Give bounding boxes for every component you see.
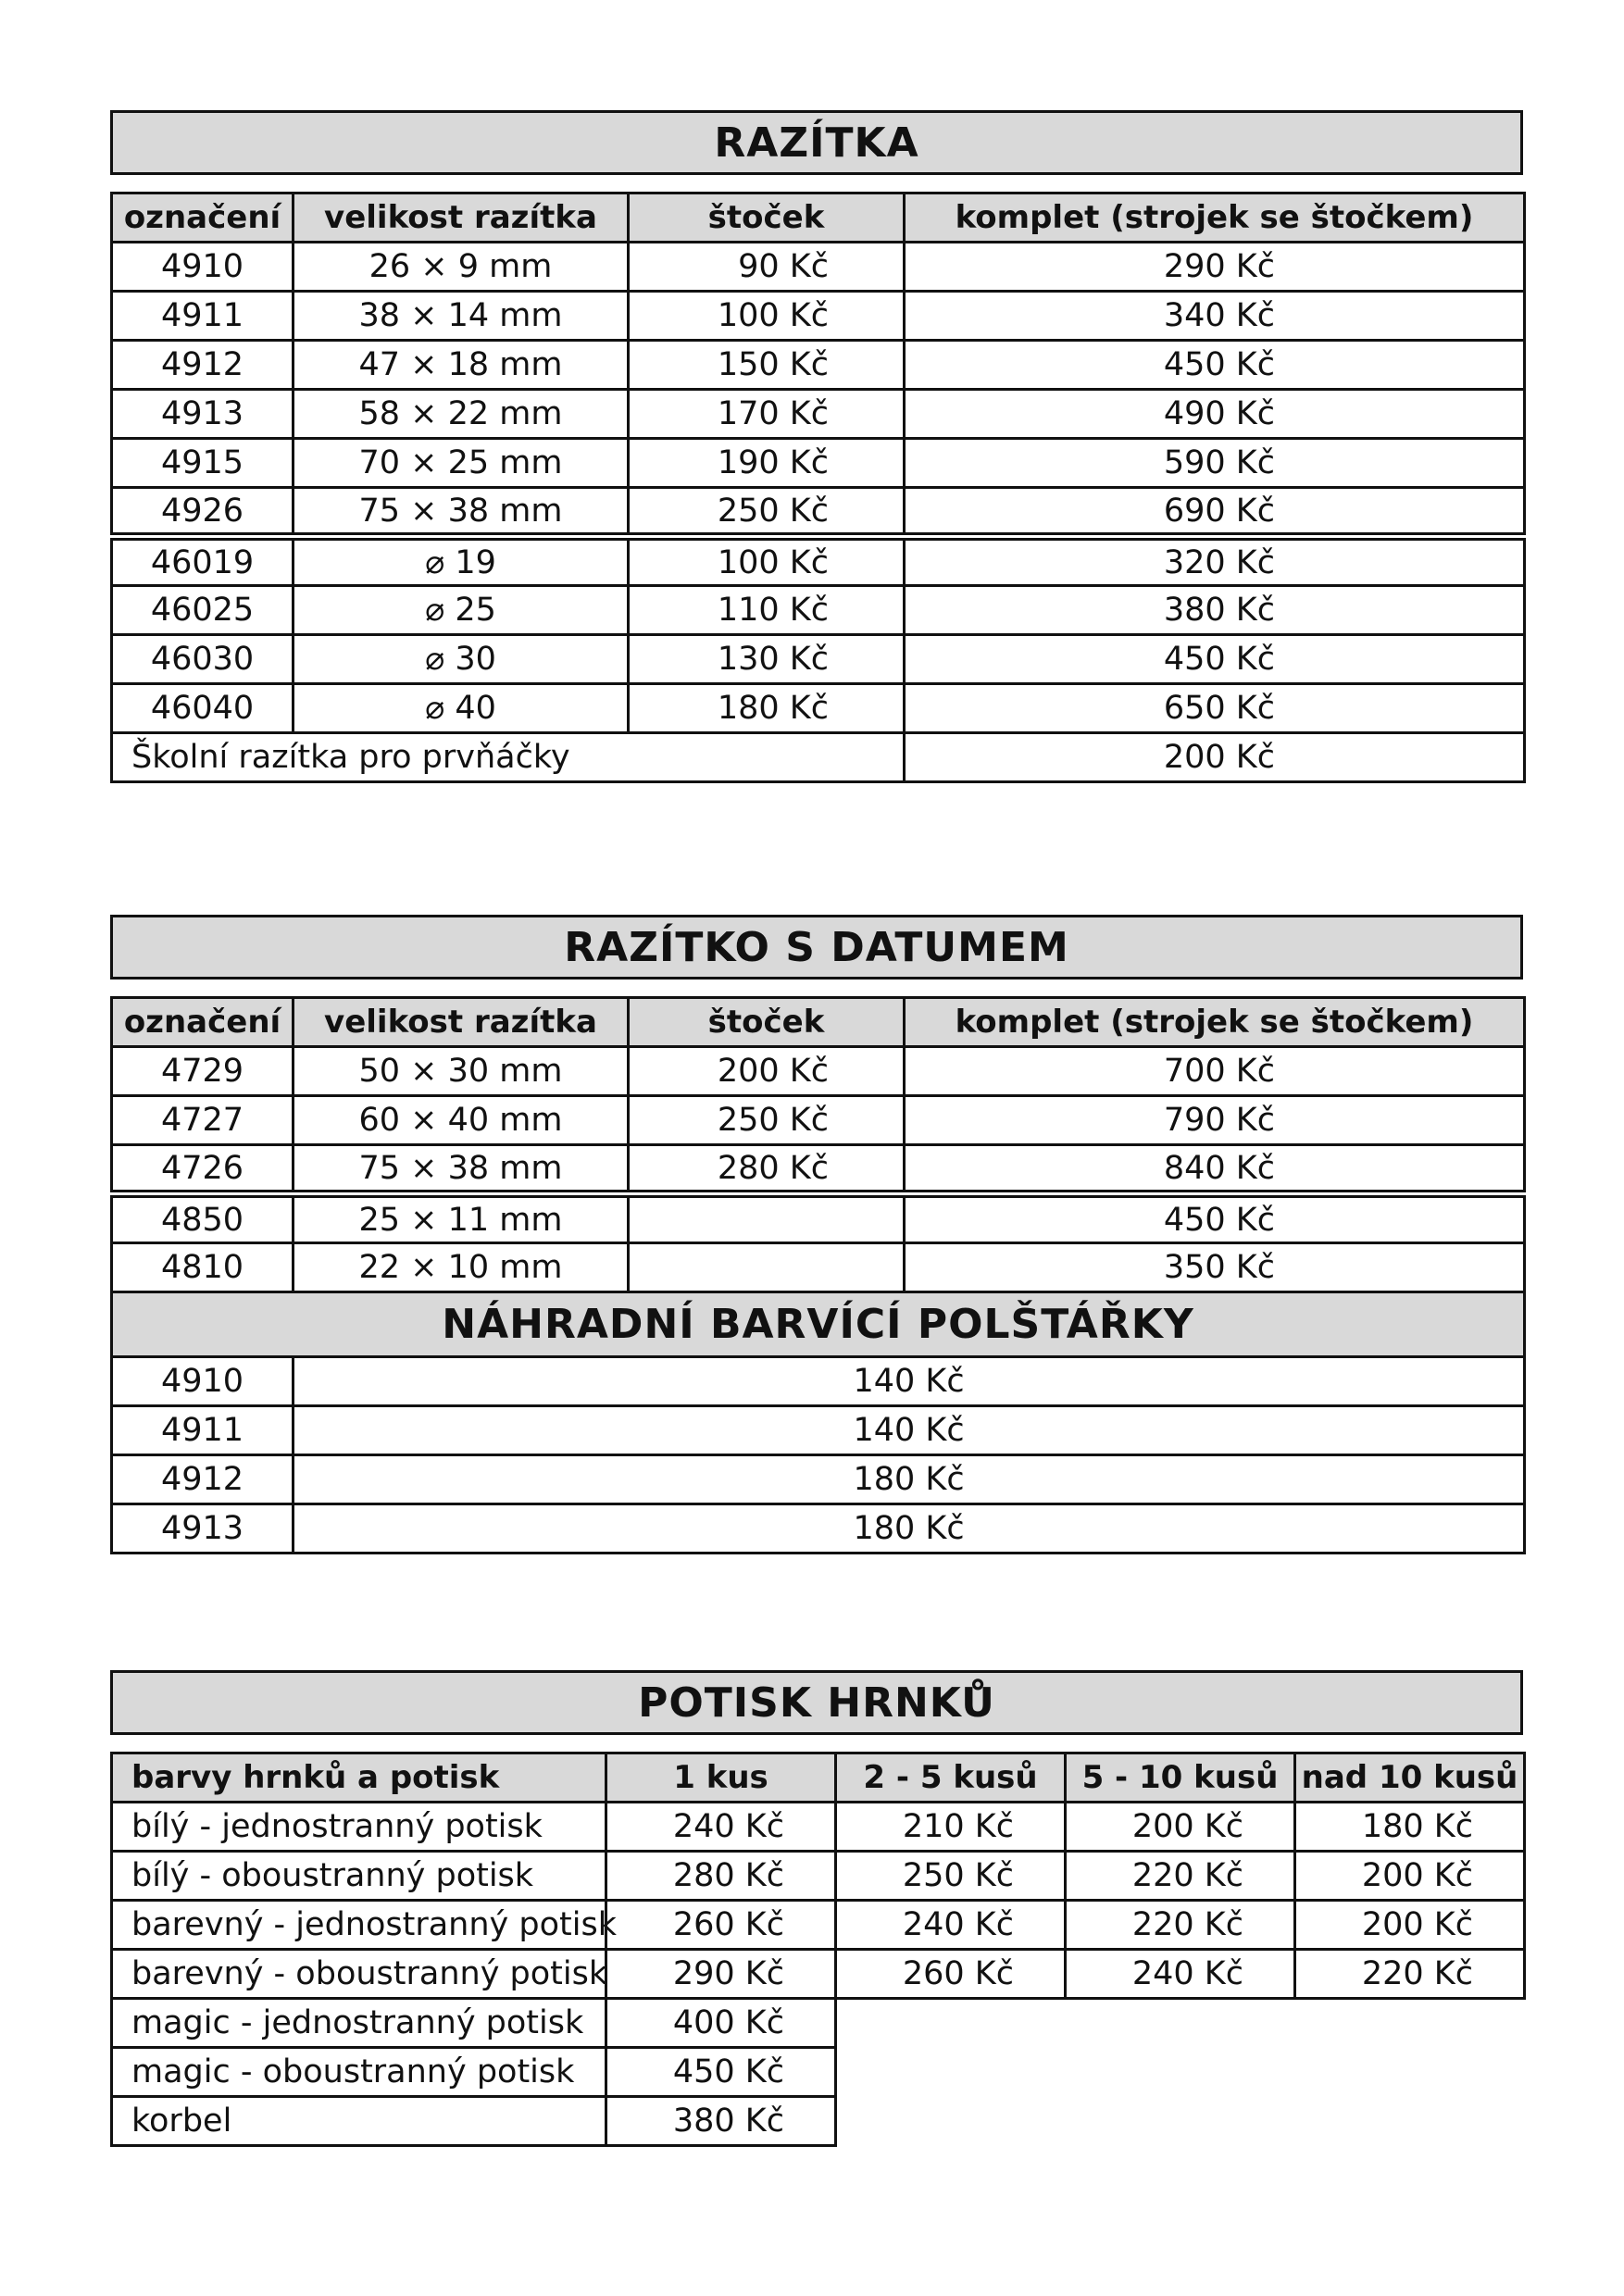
cell-stocek: 150 Kč — [629, 341, 905, 390]
cell-price: 260 Kč — [606, 1901, 836, 1950]
col-header: označení — [112, 998, 294, 1047]
cell-code: 46019 — [112, 537, 294, 586]
cell-code: 4911 — [112, 292, 294, 341]
cell-code: 4913 — [112, 1504, 294, 1554]
cell-price: 280 Kč — [606, 1852, 836, 1901]
cell-size: 58 × 22 mm — [294, 390, 629, 439]
table-row — [112, 1901, 1525, 1950]
col-header: komplet (strojek se štočkem) — [905, 193, 1525, 243]
cell-komplet: 290 Kč — [905, 243, 1525, 292]
cell-code: 4911 — [112, 1406, 294, 1455]
cell-size: 60 × 40 mm — [294, 1096, 629, 1145]
cell-label: barevný - jednostranný potisk — [112, 1901, 606, 1950]
cell-code: 4915 — [112, 439, 294, 488]
cell-size: 75 × 38 mm — [294, 488, 629, 537]
col-header: označení — [112, 193, 294, 243]
hrnky-table-wrap — [110, 1752, 1523, 2147]
cell-stocek: 130 Kč — [629, 635, 905, 684]
cell-code: 46030 — [112, 635, 294, 684]
cell-price: 240 Kč — [1066, 1950, 1295, 1999]
table-row — [112, 1194, 1525, 1243]
cell-label: bílý - oboustranný potisk — [112, 1852, 606, 1901]
table-row — [112, 733, 1525, 782]
cell-price: 220 Kč — [1295, 1950, 1525, 1999]
col-header: 1 kus — [606, 1753, 836, 1803]
cell-komplet: 790 Kč — [905, 1096, 1525, 1145]
col-header: štoček — [629, 193, 905, 243]
table-row — [112, 1145, 1525, 1194]
table-row — [112, 635, 1525, 684]
cell-komplet: 450 Kč — [905, 1194, 1525, 1243]
cell-komplet: 700 Kč — [905, 1047, 1525, 1096]
cell-komplet: 490 Kč — [905, 390, 1525, 439]
razitko-datum-title: RAZÍTKO S DATUMEM — [110, 915, 1523, 980]
cell-komplet: 380 Kč — [905, 586, 1525, 635]
col-header: 5 - 10 kusů — [1066, 1753, 1295, 1803]
cell-code: 46025 — [112, 586, 294, 635]
cell-price: 180 Kč — [294, 1504, 1525, 1554]
cell-label: korbel — [112, 2097, 606, 2146]
table-row — [112, 684, 1525, 733]
col-header: nad 10 kusů — [1295, 1753, 1525, 1803]
cell-price: 400 Kč — [606, 1999, 836, 2048]
cell-size: ⌀ 19 — [294, 537, 629, 586]
cell-size: 38 × 14 mm — [294, 292, 629, 341]
table-header-row — [112, 1753, 1525, 1803]
cell-size: 25 × 11 mm — [294, 1194, 629, 1243]
school-stamp-label: Školní razítka pro prvňáčky — [112, 733, 905, 782]
cell-stocek: 100 Kč — [629, 537, 905, 586]
cell-stocek: 250 Kč — [629, 1096, 905, 1145]
cell-size: ⌀ 40 — [294, 684, 629, 733]
table-row — [112, 488, 1525, 537]
cell-komplet: 590 Kč — [905, 439, 1525, 488]
cell-size: 70 × 25 mm — [294, 439, 629, 488]
table-row — [112, 243, 1525, 292]
cell-komplet: 690 Kč — [905, 488, 1525, 537]
cell-price: 240 Kč — [836, 1901, 1066, 1950]
table-row — [112, 1243, 1525, 1292]
cell-stocek: 190 Kč — [629, 439, 905, 488]
table-row — [112, 1455, 1525, 1504]
cell-stocek: 110 Kč — [629, 586, 905, 635]
col-header: 2 - 5 kusů — [836, 1753, 1066, 1803]
table-row — [112, 1852, 1525, 1901]
hrnky-section — [110, 1670, 1523, 1735]
school-stamp-price: 200 Kč — [905, 733, 1525, 782]
table-row — [112, 2097, 1525, 2146]
cell-stocek: 280 Kč — [629, 1145, 905, 1194]
table-row — [112, 1504, 1525, 1554]
cell-size: 47 × 18 mm — [294, 341, 629, 390]
razitko-datum-table-wrap — [110, 996, 1523, 1554]
table-row — [112, 1047, 1525, 1096]
cell-stocek: 200 Kč — [629, 1047, 905, 1096]
cell-price: 200 Kč — [1295, 1901, 1525, 1950]
cell-code: 4727 — [112, 1096, 294, 1145]
cell-label: barevný - oboustranný potisk — [112, 1950, 606, 1999]
table-row — [112, 586, 1525, 635]
cell-price: 220 Kč — [1066, 1852, 1295, 1901]
table-row — [112, 390, 1525, 439]
cell-size: 26 × 9 mm — [294, 243, 629, 292]
cell-code: 4910 — [112, 243, 294, 292]
cell-komplet: 450 Kč — [905, 341, 1525, 390]
cell-code: 4912 — [112, 341, 294, 390]
cell-code: 4926 — [112, 488, 294, 537]
cell-price: 180 Kč — [1295, 1803, 1525, 1852]
table-row — [112, 1096, 1525, 1145]
cell-label: magic - oboustranný potisk — [112, 2048, 606, 2097]
hrnky-title: POTISK HRNKŮ — [110, 1670, 1523, 1735]
table-row — [112, 1803, 1525, 1852]
cell-stocek — [629, 1194, 905, 1243]
cell-price: 220 Kč — [1066, 1901, 1295, 1950]
col-header: štoček — [629, 998, 905, 1047]
razitka-table-wrap — [110, 192, 1523, 783]
table-row — [112, 341, 1525, 390]
cell-price: 240 Kč — [606, 1803, 836, 1852]
cell-price: 260 Kč — [836, 1950, 1066, 1999]
cell-price: 290 Kč — [606, 1950, 836, 1999]
cell-size: ⌀ 30 — [294, 635, 629, 684]
empty-cell — [836, 2048, 1525, 2097]
table-row — [112, 537, 1525, 586]
cell-komplet: 450 Kč — [905, 635, 1525, 684]
table-row — [112, 1406, 1525, 1455]
col-header: velikost razítka — [294, 193, 629, 243]
table-row — [112, 1999, 1525, 2048]
cell-komplet: 650 Kč — [905, 684, 1525, 733]
cell-price: 180 Kč — [294, 1455, 1525, 1504]
cell-komplet: 340 Kč — [905, 292, 1525, 341]
razitko-datum-table — [110, 996, 1526, 1554]
cell-code: 4913 — [112, 390, 294, 439]
table-row — [112, 2048, 1525, 2097]
razitka-title: RAZÍTKA — [110, 110, 1523, 175]
table-row — [112, 1950, 1525, 1999]
cell-komplet: 320 Kč — [905, 537, 1525, 586]
polstarky-title-row — [112, 1292, 1525, 1357]
cell-price: 250 Kč — [836, 1852, 1066, 1901]
col-header: barvy hrnků a potisk — [112, 1753, 606, 1803]
cell-code: 4726 — [112, 1145, 294, 1194]
col-header: velikost razítka — [294, 998, 629, 1047]
cell-stocek: 170 Kč — [629, 390, 905, 439]
cell-price: 200 Kč — [1295, 1852, 1525, 1901]
col-header: komplet (strojek se štočkem) — [905, 998, 1525, 1047]
empty-cell — [836, 2097, 1525, 2146]
cell-size: 75 × 38 mm — [294, 1145, 629, 1194]
table-row — [112, 292, 1525, 341]
cell-price: 140 Kč — [294, 1406, 1525, 1455]
cell-price: 210 Kč — [836, 1803, 1066, 1852]
empty-cell — [836, 1999, 1525, 2048]
cell-stocek — [629, 1243, 905, 1292]
cell-code: 4729 — [112, 1047, 294, 1096]
table-header-row — [112, 998, 1525, 1047]
razitka-table — [110, 192, 1526, 783]
razitka-section — [110, 110, 1523, 175]
cell-code: 4850 — [112, 1194, 294, 1243]
cell-code: 46040 — [112, 684, 294, 733]
cell-price: 380 Kč — [606, 2097, 836, 2146]
cell-code: 4810 — [112, 1243, 294, 1292]
cell-price: 200 Kč — [1066, 1803, 1295, 1852]
cell-stocek: 250 Kč — [629, 488, 905, 537]
cell-label: magic - jednostranný potisk — [112, 1999, 606, 2048]
cell-label: bílý - jednostranný potisk — [112, 1803, 606, 1852]
cell-size: 50 × 30 mm — [294, 1047, 629, 1096]
hrnky-table — [110, 1752, 1526, 2147]
table-row — [112, 1357, 1525, 1406]
cell-price: 140 Kč — [294, 1357, 1525, 1406]
cell-stocek: 90 Kč — [629, 243, 905, 292]
cell-size: ⌀ 25 — [294, 586, 629, 635]
cell-komplet: 350 Kč — [905, 1243, 1525, 1292]
table-row — [112, 439, 1525, 488]
table-header-row — [112, 193, 1525, 243]
cell-size: 22 × 10 mm — [294, 1243, 629, 1292]
cell-code: 4910 — [112, 1357, 294, 1406]
cell-stocek: 100 Kč — [629, 292, 905, 341]
cell-komplet: 840 Kč — [905, 1145, 1525, 1194]
razitko-datum-section — [110, 915, 1523, 980]
cell-price: 450 Kč — [606, 2048, 836, 2097]
polstarky-title: NÁHRADNÍ BARVÍCÍ POLŠTÁŘKY — [112, 1292, 1525, 1357]
cell-code: 4912 — [112, 1455, 294, 1504]
cell-stocek: 180 Kč — [629, 684, 905, 733]
